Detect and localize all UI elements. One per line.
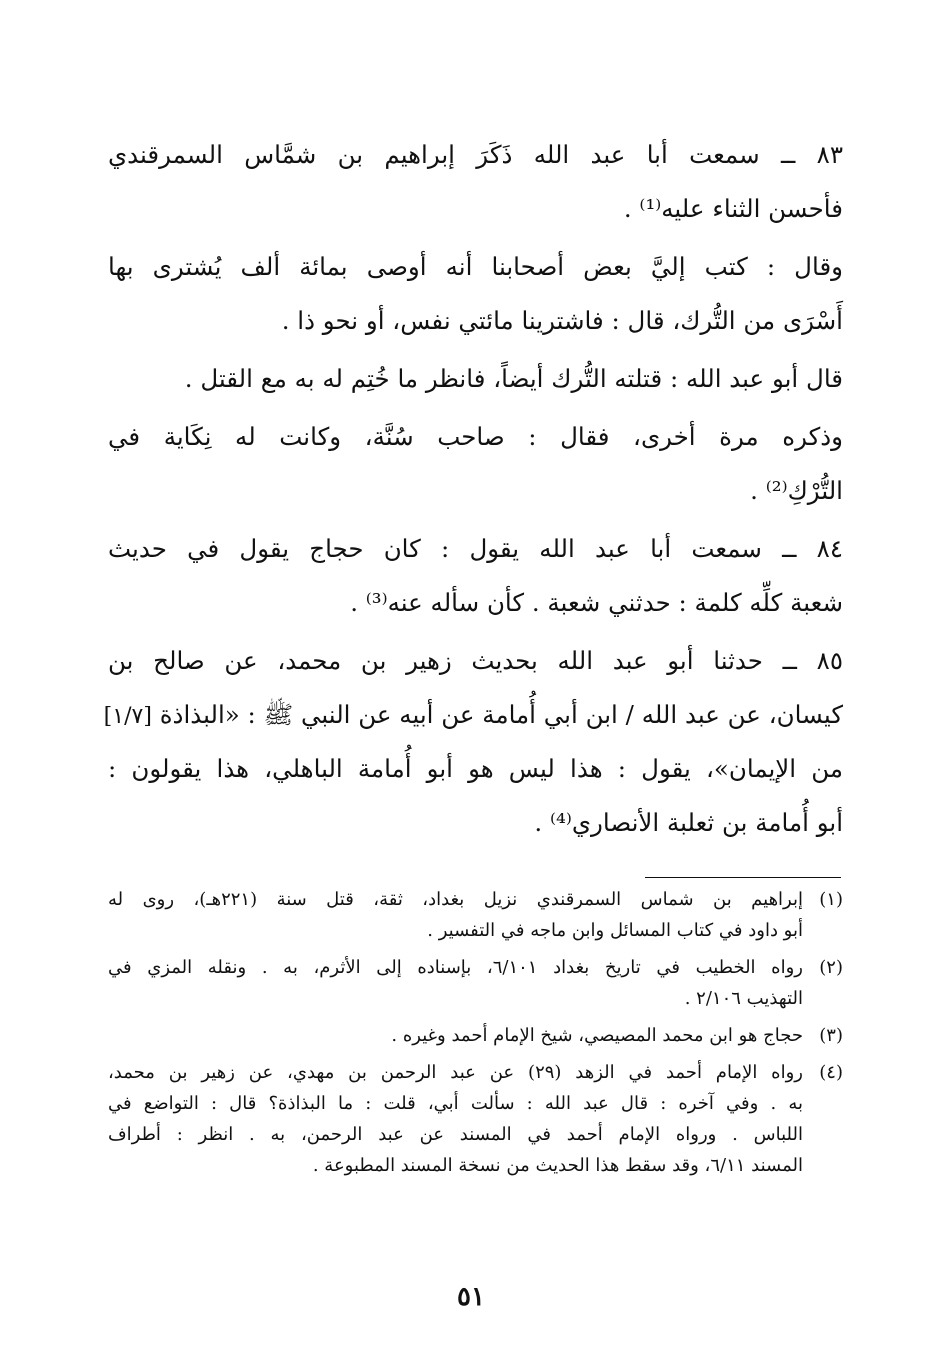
footnote-line: رواه الإمام أحمد في الزهد (٢٩) عن عبد الرحمن بن مهدي، عن زهير بن محمد، [108, 1062, 804, 1083]
paragraph-83 [108, 128, 843, 236]
footnote-line: إبراهيم بن شماس السمرقندي نزيل بغداد، ثقة، قتل سنة (٢٢١هـ)، روى له [108, 889, 803, 910]
paragraph-85 [103, 634, 843, 850]
paragraph-abu-abdullah [108, 352, 843, 406]
text-line [103, 688, 843, 742]
paragraph-84 [108, 522, 843, 630]
footnote-line: رواه الخطيب في تاريخ بغداد ٦/١٠١، بإسناده إلى الأثرم، به . ونقله المزي في [108, 957, 803, 978]
footnote-line: المسند ٦/١١، وقد سقط هذا الحديث من نسخة المسند المطبوعة . [312, 1155, 803, 1176]
footnotes [108, 884, 843, 1187]
text-line: ٨٣ ــ سمعت أبا عبد الله ذَكَرَ إبراهيم بن شمَّاس السمرقندي [108, 140, 843, 169]
text-line: ٨٥ ــ حدثنا أبو عبد الله بحديث زهير بن محمد، عن صالح بن [108, 646, 843, 675]
manuscript-page-reference: [١/٧] [103, 704, 152, 729]
page-number: ٥١ [457, 1282, 485, 1312]
text-line: أبو أُمامة بن ثعلبة الأنصاري⁽⁴⁾ . [534, 808, 843, 837]
footnote-number: (٤) [819, 1062, 843, 1083]
footnote-2 [108, 952, 843, 1014]
footnote-1 [108, 884, 843, 946]
footnote-separator [645, 877, 841, 878]
text-line: قال أبو عبد الله : قتلته التُّرك أيضاً، فانظر ما خُتِم له به مع القتل . [184, 364, 843, 393]
footnote-line: اللباس . ورواه الإمام أحمد في المسند عن عبد الرحمن، به . انظر : أطراف [108, 1124, 803, 1145]
footnote-line: أبو داود في كتاب المسائل وابن ماجه في التفسير . [427, 920, 803, 941]
footnote-number: (٣) [819, 1025, 843, 1046]
paragraph-83-continued [108, 240, 843, 348]
paragraph-mentioned-again [108, 410, 843, 518]
footnote-number: (٢) [819, 957, 843, 978]
text-line: وقال : كتب إليَّ بعض أصحابنا أنه أوصى بمائة ألف يُشترى بها [108, 252, 843, 281]
text-line: من الإيمان»، يقول : هذا ليس هو أبو أُمامة الباهلي، هذا يقولون : [108, 754, 843, 783]
text-line: شعبة كلِّه كلمة : حدثني شعبة . كأن سأله عنه⁽³⁾ . [350, 588, 843, 617]
text-line: فأحسن الثناء عليه⁽¹⁾ . [623, 194, 843, 223]
footnote-4 [108, 1057, 843, 1181]
main-text [103, 128, 843, 850]
text-line: أَسْرَى من التُّرك، قال : فاشترينا مائتي نفس، أو نحو ذا . [281, 306, 843, 335]
footnote-line: به . وفي آخره : قال عبد الله : سألت أبي، قلت : ما البذاذة؟ قال : التواضع في [108, 1093, 803, 1114]
footnote-line: التهذيب ٢/١٠٦ . [684, 988, 803, 1009]
footnote-line: حجاج هو ابن محمد المصيصي، شيخ الإمام أحمد وغيره . [391, 1025, 803, 1046]
text-line: ٨٤ ــ سمعت أبا عبد الله يقول : كان حجاج يقول في حديث [108, 534, 843, 563]
text-line: وذكره مرة أخرى، فقال : صاحب سُنَّة، وكانت له نِكَاية في [108, 422, 843, 451]
footnote-3 [108, 1020, 843, 1051]
text-span: كيسان، عن عبد الله / ابن أبي أُمامة عن أبيه عن النبي ﷺ : «البذاذة [159, 700, 843, 729]
text-line: التُّرْكِ⁽²⁾ . [750, 476, 843, 505]
footnote-number: (١) [819, 889, 843, 910]
